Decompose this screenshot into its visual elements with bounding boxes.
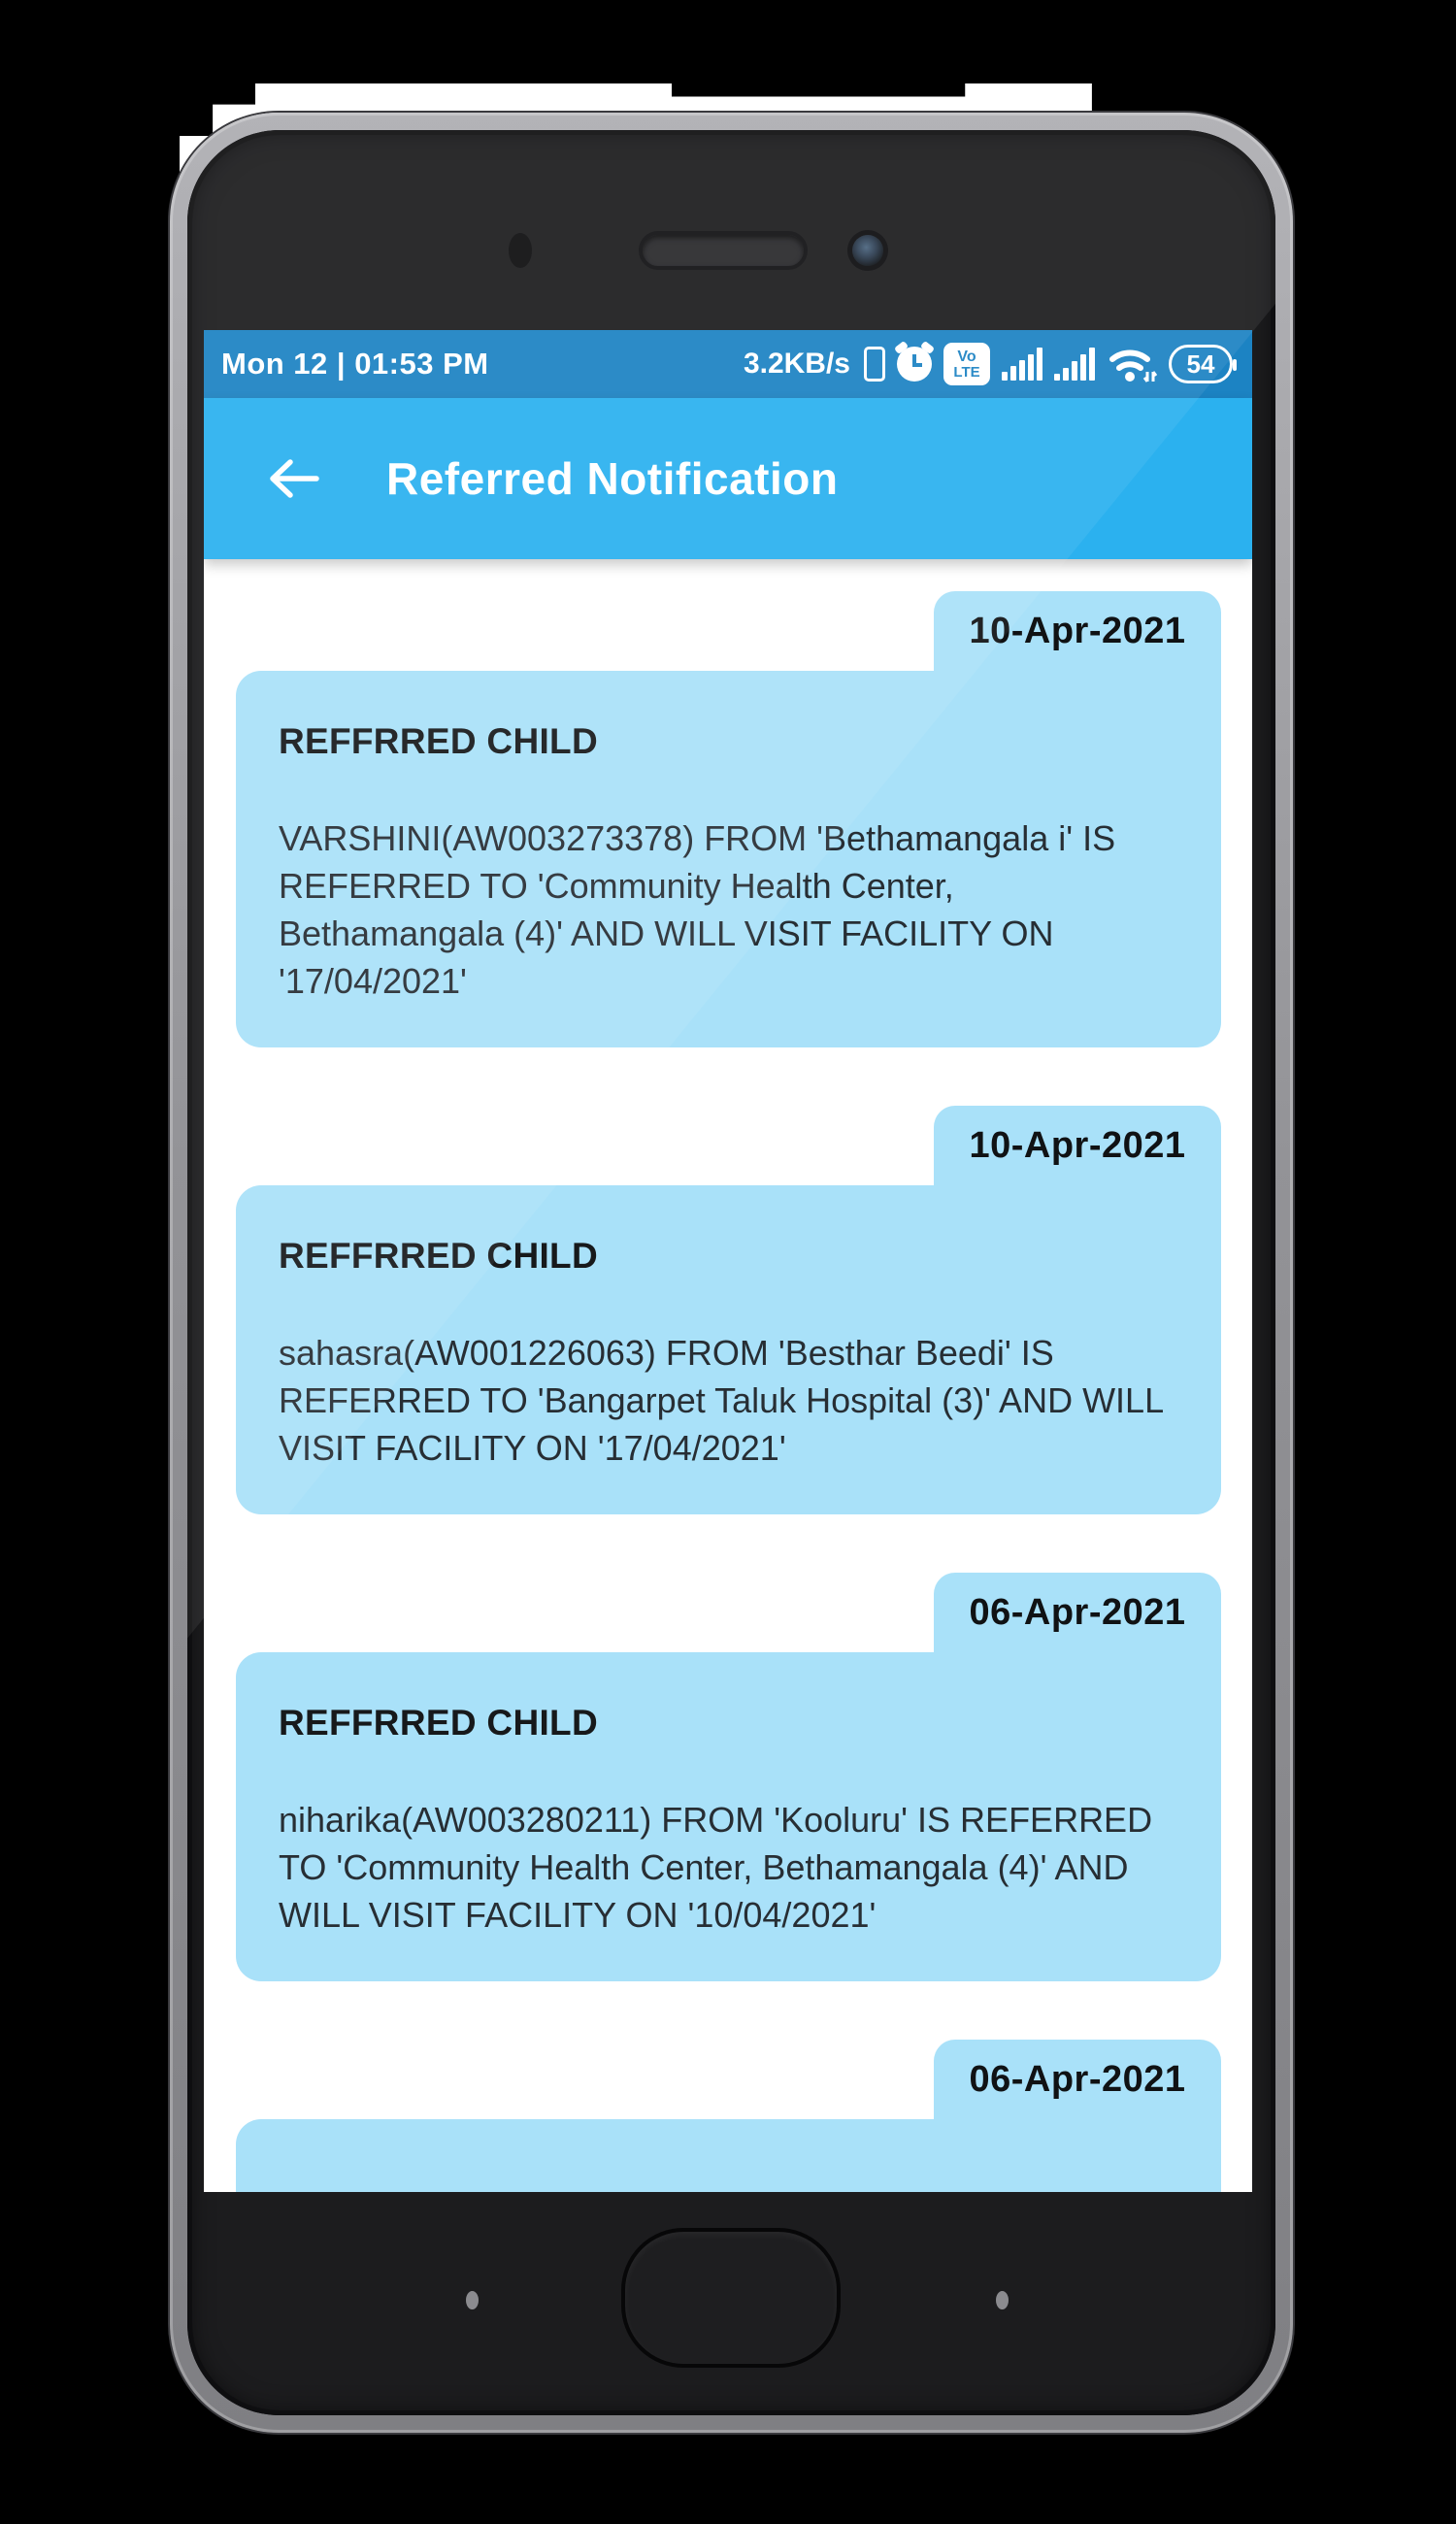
- notification-message: VARSHINI(AW003273378) FROM 'Bethamangala i' IS REFERRED TO 'Community Health Center, Bethamangala (4)' AND WILL VISIT FACILITY ON '17/04/2021': [279, 818, 1116, 1001]
- notification-date-tab: [934, 1573, 1221, 1652]
- notification-date: 06-Apr-2021: [969, 2058, 1186, 2100]
- notification-message: sahasra(AW001226063) FROM 'Besthar Beedi' IS REFERRED TO 'Bangarpet Taluk Hospital (3)' AND WILL VISIT FACILITY ON '17/04/2021': [279, 1333, 1163, 1468]
- notification-date-tab: [934, 1106, 1221, 1185]
- notification-date: 10-Apr-2021: [969, 1124, 1186, 1166]
- notification-card[interactable]: [236, 2040, 1221, 2192]
- notification-date-tab: [934, 591, 1221, 671]
- battery-icon: [1169, 345, 1233, 383]
- arrow-left-icon: [266, 456, 322, 501]
- proximity-sensor: [509, 233, 532, 268]
- nav-dot-left: [466, 2291, 479, 2309]
- notification-date: 06-Apr-2021: [969, 1591, 1186, 1633]
- notification-body: [236, 2119, 1221, 2192]
- screen: [204, 330, 1252, 2192]
- wifi-icon: [1107, 343, 1157, 385]
- back-button[interactable]: [264, 454, 324, 503]
- volte-icon: Vo LTE: [943, 343, 990, 385]
- alarm-clock-icon: [897, 347, 932, 382]
- notification-list[interactable]: [204, 559, 1252, 2192]
- notification-message: niharika(AW003280211) FROM 'Kooluru' IS REFERRED TO 'Community Health Center, Bethamangala (4)' AND WILL VISIT FACILITY ON '10/04/2021': [279, 1800, 1153, 1935]
- notification-card[interactable]: [236, 591, 1221, 1047]
- network-speed: 3.2KB/s: [743, 348, 850, 380]
- vibrate-icon: [864, 347, 885, 382]
- notification-card[interactable]: [236, 1106, 1221, 1514]
- notification-body: [236, 1652, 1221, 1981]
- cellular-signal-2-icon: [1054, 348, 1095, 381]
- notification-card[interactable]: [236, 1573, 1221, 1981]
- status-datetime: Mon 12 | 01:53 PM: [221, 347, 489, 381]
- home-button[interactable]: [621, 2228, 841, 2368]
- notification-body: [236, 671, 1221, 1047]
- page-title: Referred Notification: [386, 453, 839, 504]
- nav-dot-right: [996, 2291, 1009, 2309]
- speaker-grille: [639, 231, 808, 270]
- notification-title: REFFRRED CHILD: [279, 1703, 598, 1743]
- battery-percent: 54: [1186, 349, 1215, 379]
- front-camera-icon: [852, 235, 883, 266]
- notification-date-tab: [934, 2040, 1221, 2119]
- cellular-signal-icon: [1002, 348, 1042, 381]
- notification-body: [236, 1185, 1221, 1514]
- notification-title: REFFRRED CHILD: [279, 721, 598, 761]
- status-icons: [744, 343, 1233, 385]
- app-header: [204, 398, 1252, 559]
- notification-date: 10-Apr-2021: [969, 610, 1186, 651]
- status-bar: [204, 330, 1252, 398]
- notification-title: REFFRRED CHILD: [279, 1236, 598, 1276]
